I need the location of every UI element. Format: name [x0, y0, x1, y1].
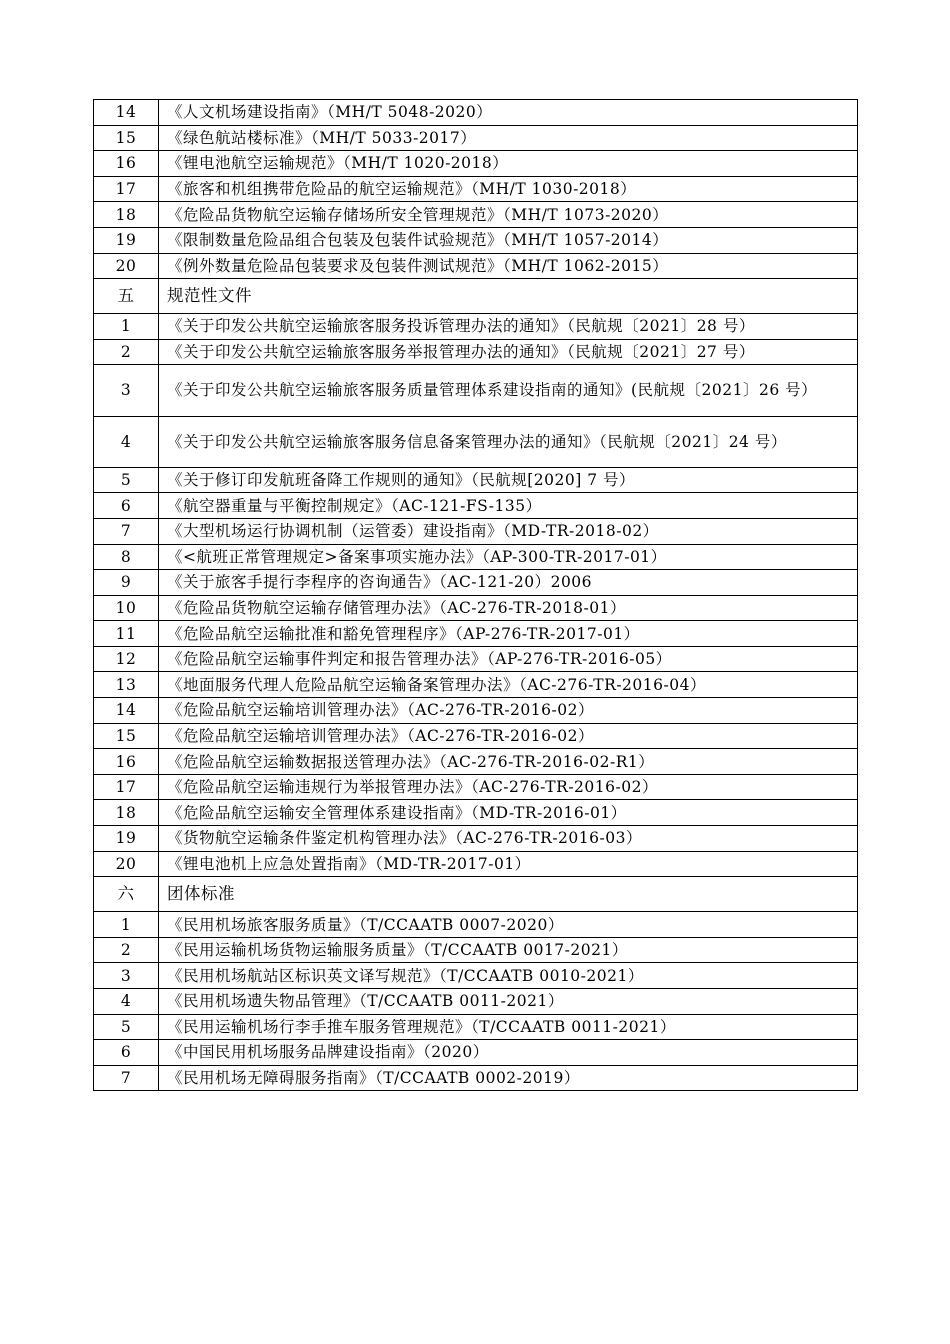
document-title: 《锂电池航空运输规范》（MH/T 1020-2018）	[159, 151, 858, 177]
row-number: 7	[94, 518, 159, 544]
document-title: 《货物航空运输条件鉴定机构管理办法》（AC-276-TR-2016-03）	[159, 826, 858, 852]
document-title: 《民用运输机场货物运输服务质量》（T/CCAATB 0017-2021）	[159, 937, 858, 963]
standards-table-body	[94, 100, 858, 1091]
document-title: 《民用机场航站区标识英文译写规范》（T/CCAATB 0010-2021）	[159, 963, 858, 989]
table-row	[94, 1065, 858, 1091]
table-row	[94, 963, 858, 989]
document-title: 《民用机场无障碍服务指南》（T/CCAATB 0002-2019）	[159, 1065, 858, 1091]
table-row	[94, 125, 858, 151]
document-title: 《旅客和机组携带危险品的航空运输规范》（MH/T 1030-2018）	[159, 176, 858, 202]
row-number: 5	[94, 1014, 159, 1040]
table-row	[94, 544, 858, 570]
document-title: 《关于印发公共航空运输旅客服务举报管理办法的通知》（民航规〔2021〕27 号）	[159, 339, 858, 365]
table-row	[94, 851, 858, 877]
document-title: 《民用机场旅客服务质量》（T/CCAATB 0007-2020）	[159, 912, 858, 938]
table-row	[94, 621, 858, 647]
row-number: 10	[94, 595, 159, 621]
document-title: 《危险品航空运输培训管理办法》（AC-276-TR-2016-02）	[159, 698, 858, 724]
table-row	[94, 176, 858, 202]
document-title: 《危险品航空运输批准和豁免管理程序》（AP-276-TR-2017-01）	[159, 621, 858, 647]
table-row	[94, 989, 858, 1015]
row-number: 2	[94, 937, 159, 963]
standards-table	[93, 99, 858, 1091]
table-row	[94, 202, 858, 228]
table-row	[94, 151, 858, 177]
table-row	[94, 774, 858, 800]
row-number: 20	[94, 851, 159, 877]
row-number: 1	[94, 912, 159, 938]
document-title: 《关于印发公共航空运输旅客服务质量管理体系建设指南的通知》(民航规〔2021〕26 号）	[159, 365, 858, 416]
row-number: 2	[94, 339, 159, 365]
table-row	[94, 100, 858, 126]
row-number: 18	[94, 800, 159, 826]
document-title: 《绿色航站楼标准》（MH/T 5033-2017）	[159, 125, 858, 151]
document-title: 《民用运输机场行李手推车服务管理规范》（T/CCAATB 0011-2021）	[159, 1014, 858, 1040]
row-number: 17	[94, 176, 159, 202]
row-number: 6	[94, 493, 159, 519]
row-number: 6	[94, 1040, 159, 1066]
row-number: 19	[94, 826, 159, 852]
row-number: 16	[94, 749, 159, 775]
document-title: 《危险品航空运输违规行为举报管理办法》（AC-276-TR-2016-02）	[159, 774, 858, 800]
document-title: 《中国民用机场服务品牌建设指南》（2020）	[159, 1040, 858, 1066]
document-title: 《关于印发公共航空运输旅客服务信息备案管理办法的通知》（民航规〔2021〕24 号）	[159, 416, 858, 467]
document-title: 《地面服务代理人危险品航空运输备案管理办法》（AC-276-TR-2016-04）	[159, 672, 858, 698]
section-number: 五	[94, 279, 159, 314]
row-number: 14	[94, 100, 159, 126]
table-row	[94, 339, 858, 365]
table-row	[94, 723, 858, 749]
document-title: 《危险品航空运输安全管理体系建设指南》（MD-TR-2016-01）	[159, 800, 858, 826]
table-row	[94, 253, 858, 279]
document-title: 《例外数量危险品包装要求及包装件测试规范》（MH/T 1062-2015）	[159, 253, 858, 279]
table-row	[94, 1040, 858, 1066]
row-number: 3	[94, 963, 159, 989]
section-title: 规范性文件	[159, 279, 858, 314]
row-number: 20	[94, 253, 159, 279]
section-heading-row	[94, 877, 858, 912]
table-row	[94, 646, 858, 672]
document-title: 《危险品航空运输培训管理办法》（AC-276-TR-2016-02）	[159, 723, 858, 749]
row-number: 19	[94, 227, 159, 253]
table-row	[94, 314, 858, 340]
document-title: 《人文机场建设指南》（MH/T 5048-2020）	[159, 100, 858, 126]
document-title: 《关于修订印发航班备降工作规则的通知》（民航规[2020] 7 号）	[159, 467, 858, 493]
row-number: 18	[94, 202, 159, 228]
section-number: 六	[94, 877, 159, 912]
table-row	[94, 595, 858, 621]
table-row	[94, 518, 858, 544]
row-number: 17	[94, 774, 159, 800]
document-title: 《航空器重量与平衡控制规定》（AC-121-FS-135）	[159, 493, 858, 519]
row-number: 4	[94, 416, 159, 467]
document-title: 《危险品货物航空运输存储场所安全管理规范》（MH/T 1073-2020）	[159, 202, 858, 228]
table-row	[94, 416, 858, 467]
table-row	[94, 467, 858, 493]
row-number: 15	[94, 125, 159, 151]
row-number: 8	[94, 544, 159, 570]
document-title: 《关于印发公共航空运输旅客服务投诉管理办法的通知》（民航规〔2021〕28 号）	[159, 314, 858, 340]
row-number: 3	[94, 365, 159, 416]
document-title: 《关于旅客手提行李程序的咨询通告》（AC-121-20）2006	[159, 570, 858, 596]
table-row	[94, 912, 858, 938]
row-number: 15	[94, 723, 159, 749]
row-number: 1	[94, 314, 159, 340]
table-row	[94, 493, 858, 519]
row-number: 16	[94, 151, 159, 177]
table-row	[94, 365, 858, 416]
document-title: 《危险品航空运输数据报送管理办法》（AC-276-TR-2016-02-R1）	[159, 749, 858, 775]
table-row	[94, 800, 858, 826]
row-number: 5	[94, 467, 159, 493]
row-number: 11	[94, 621, 159, 647]
document-title: 《限制数量危险品组合包装及包装件试验规范》（MH/T 1057-2014）	[159, 227, 858, 253]
row-number: 4	[94, 989, 159, 1015]
section-heading-row	[94, 279, 858, 314]
row-number: 9	[94, 570, 159, 596]
table-row	[94, 570, 858, 596]
table-row	[94, 227, 858, 253]
document-title: 《危险品货物航空运输存储管理办法》（AC-276-TR-2018-01）	[159, 595, 858, 621]
document-title: 《大型机场运行协调机制（运管委）建设指南》（MD-TR-2018-02）	[159, 518, 858, 544]
table-row	[94, 826, 858, 852]
document-title: 《危险品航空运输事件判定和报告管理办法》（AP-276-TR-2016-05）	[159, 646, 858, 672]
document-title: 《民用机场遗失物品管理》（T/CCAATB 0011-2021）	[159, 989, 858, 1015]
section-title: 团体标准	[159, 877, 858, 912]
table-row	[94, 1014, 858, 1040]
row-number: 7	[94, 1065, 159, 1091]
table-row	[94, 698, 858, 724]
table-row	[94, 937, 858, 963]
row-number: 13	[94, 672, 159, 698]
document-title: 《<航班正常管理规定>备案事项实施办法》（AP-300-TR-2017-01）	[159, 544, 858, 570]
row-number: 12	[94, 646, 159, 672]
table-row	[94, 749, 858, 775]
table-row	[94, 672, 858, 698]
row-number: 14	[94, 698, 159, 724]
document-title: 《锂电池机上应急处置指南》（MD-TR-2017-01）	[159, 851, 858, 877]
